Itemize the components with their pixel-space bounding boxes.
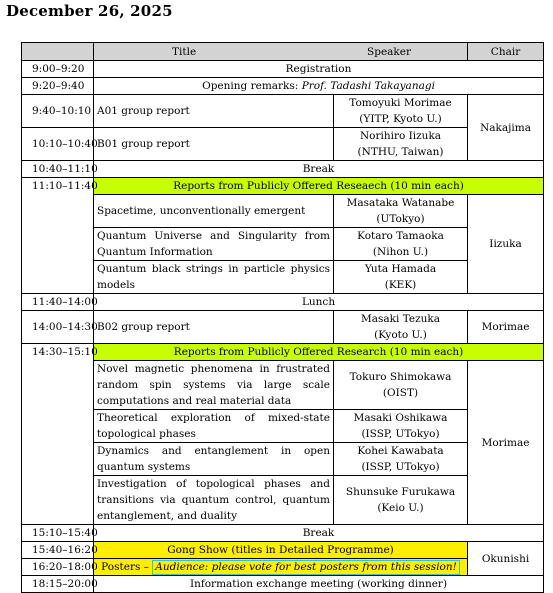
- time-cell: 9:40–10:10: [22, 95, 94, 128]
- talk-title: Spacetime, unconventionally emergent: [94, 195, 334, 228]
- table-row: [22, 361, 544, 410]
- speaker-cell: [334, 195, 468, 228]
- talk-title: Investigation of topological phases and transitions via quantum control, quantum entanglement, and duality: [94, 476, 334, 525]
- time-header: [22, 43, 94, 61]
- talk-title: A01 group report: [94, 95, 334, 128]
- table-row: [22, 95, 544, 128]
- table-row: [22, 344, 544, 361]
- speaker-name: Kotaro Tamaoka: [357, 230, 444, 242]
- time-cell: 16:20–18:00: [22, 559, 94, 576]
- speaker-cell: [334, 95, 468, 128]
- speaker-name: Tomoyuki Morimae: [349, 97, 452, 109]
- talk-title: Quantum black strings in particle physics models: [94, 261, 334, 294]
- table-row: [22, 410, 544, 443]
- speaker-affiliation: (Kyoto U.): [374, 329, 427, 341]
- table-row: [22, 542, 544, 559]
- session-title: Registration: [94, 61, 544, 78]
- time-cell: 14:00–14:30: [22, 311, 94, 344]
- time-cell: 10:10–10:40: [22, 128, 94, 161]
- talk-title: Theoretical exploration of mixed-state topological phases: [94, 410, 334, 443]
- table-row: [22, 525, 544, 542]
- gong-show-title: Gong Show (titles in Detailed Programme): [94, 542, 468, 559]
- speaker-affiliation: (Nihon U.): [372, 246, 429, 258]
- reports-banner: Reports from Publicly Offered Research (10 min each): [94, 344, 544, 361]
- session-title: Lunch: [94, 294, 544, 311]
- vote-notice: Audience: please vote for best posters from this session!: [152, 560, 460, 575]
- table-row: [22, 261, 544, 294]
- speaker-cell: [334, 443, 468, 476]
- speaker-name: Masataka Watanabe: [346, 197, 455, 209]
- table-row: [22, 61, 544, 78]
- table-row: [22, 576, 544, 593]
- speaker-header-label: Speaker: [367, 45, 412, 58]
- table-row: [22, 228, 544, 261]
- chair-cell: Iizuka: [468, 195, 544, 294]
- posters-prefix: Posters –: [101, 561, 153, 573]
- speaker-cell: [334, 476, 468, 525]
- speaker-name: Shunsuke Furukawa: [345, 486, 456, 498]
- table-row: [22, 443, 544, 476]
- talk-title: Novel magnetic phenomena in frustrated random spin systems via large scale computations and real material data: [94, 361, 334, 410]
- speaker-affiliation: (NTHU, Taiwan): [357, 146, 444, 158]
- speaker-name: Masaki Oshikawa: [353, 412, 448, 424]
- chair-cell: Nakajima: [468, 95, 544, 161]
- speaker-cell: [334, 228, 468, 261]
- talk-title: Quantum Universe and Singularity from Quantum Information: [94, 228, 334, 261]
- chair-cell: Morimae: [468, 361, 544, 525]
- table-row: [22, 311, 544, 344]
- talk-title: B01 group report: [94, 128, 334, 161]
- chair-cell: Okunishi: [468, 542, 544, 576]
- speaker-affiliation: (OIST): [382, 387, 419, 399]
- speaker-affiliation: (ISSP, UTokyo): [361, 428, 440, 440]
- session-title: Break: [94, 525, 544, 542]
- speaker-name: Masaki Tezuka: [360, 313, 441, 325]
- table-row: [22, 476, 544, 525]
- table-row: [22, 559, 544, 576]
- time-cell: 11:10–11:40: [22, 178, 94, 294]
- speaker-cell: [334, 361, 468, 410]
- schedule-table: [21, 42, 544, 593]
- table-row: [22, 128, 544, 161]
- speaker-cell: [334, 311, 468, 344]
- header-row: [22, 43, 544, 61]
- talk-title: B02 group report: [94, 311, 334, 344]
- session-title: [94, 78, 544, 95]
- speaker-affiliation: (UTokyo): [376, 213, 425, 225]
- speaker-name: Yuta Hamada: [364, 263, 437, 275]
- table-row: [22, 78, 544, 95]
- session-title: Information exchange meeting (working dinner): [94, 576, 544, 593]
- table-row: [22, 294, 544, 311]
- opening-speaker: Prof. Tadashi Takayanagi: [301, 80, 435, 92]
- session-title: Break: [94, 161, 544, 178]
- speaker-name: Norihiro Iizuka: [359, 130, 442, 142]
- speaker-affiliation: (YITP, Kyoto U.): [359, 113, 442, 125]
- time-cell: 14:30–15:10: [22, 344, 94, 525]
- time-cell: 11:40–14:00: [22, 294, 94, 311]
- talk-title: Dynamics and entanglement in open quantum systems: [94, 443, 334, 476]
- speaker-name: Kohei Kawabata: [357, 445, 444, 457]
- chair-header: Chair: [468, 43, 544, 61]
- speaker-cell: [334, 128, 468, 161]
- table-row: [22, 161, 544, 178]
- time-cell: 18:15–20:00: [22, 576, 94, 593]
- speaker-name: Tokuro Shimokawa: [349, 371, 452, 383]
- speaker-affiliation: (ISSP, UTokyo): [361, 461, 440, 473]
- page-date: December 26, 2025: [6, 2, 173, 20]
- speaker-affiliation: (KEK): [384, 279, 417, 291]
- reports-banner: Reports from Publicly Offered Reseaech (10 min each): [94, 178, 544, 195]
- speaker-cell: [334, 261, 468, 294]
- speaker-cell: [334, 410, 468, 443]
- chair-cell: Morimae: [468, 311, 544, 344]
- time-cell: 10:40–11:10: [22, 161, 94, 178]
- time-cell: 9:20–9:40: [22, 78, 94, 95]
- speaker-affiliation: (Keio U.): [377, 502, 424, 514]
- title-header: [94, 43, 468, 61]
- time-cell: 9:00–9:20: [22, 61, 94, 78]
- time-cell: 15:40–16:20: [22, 542, 94, 559]
- posters-title: [94, 559, 468, 576]
- time-cell: 15:10–15:40: [22, 525, 94, 542]
- opening-prefix: Opening remarks:: [202, 80, 302, 92]
- table-row: [22, 195, 544, 228]
- table-row: [22, 178, 544, 195]
- title-header-label: Title: [172, 45, 197, 58]
